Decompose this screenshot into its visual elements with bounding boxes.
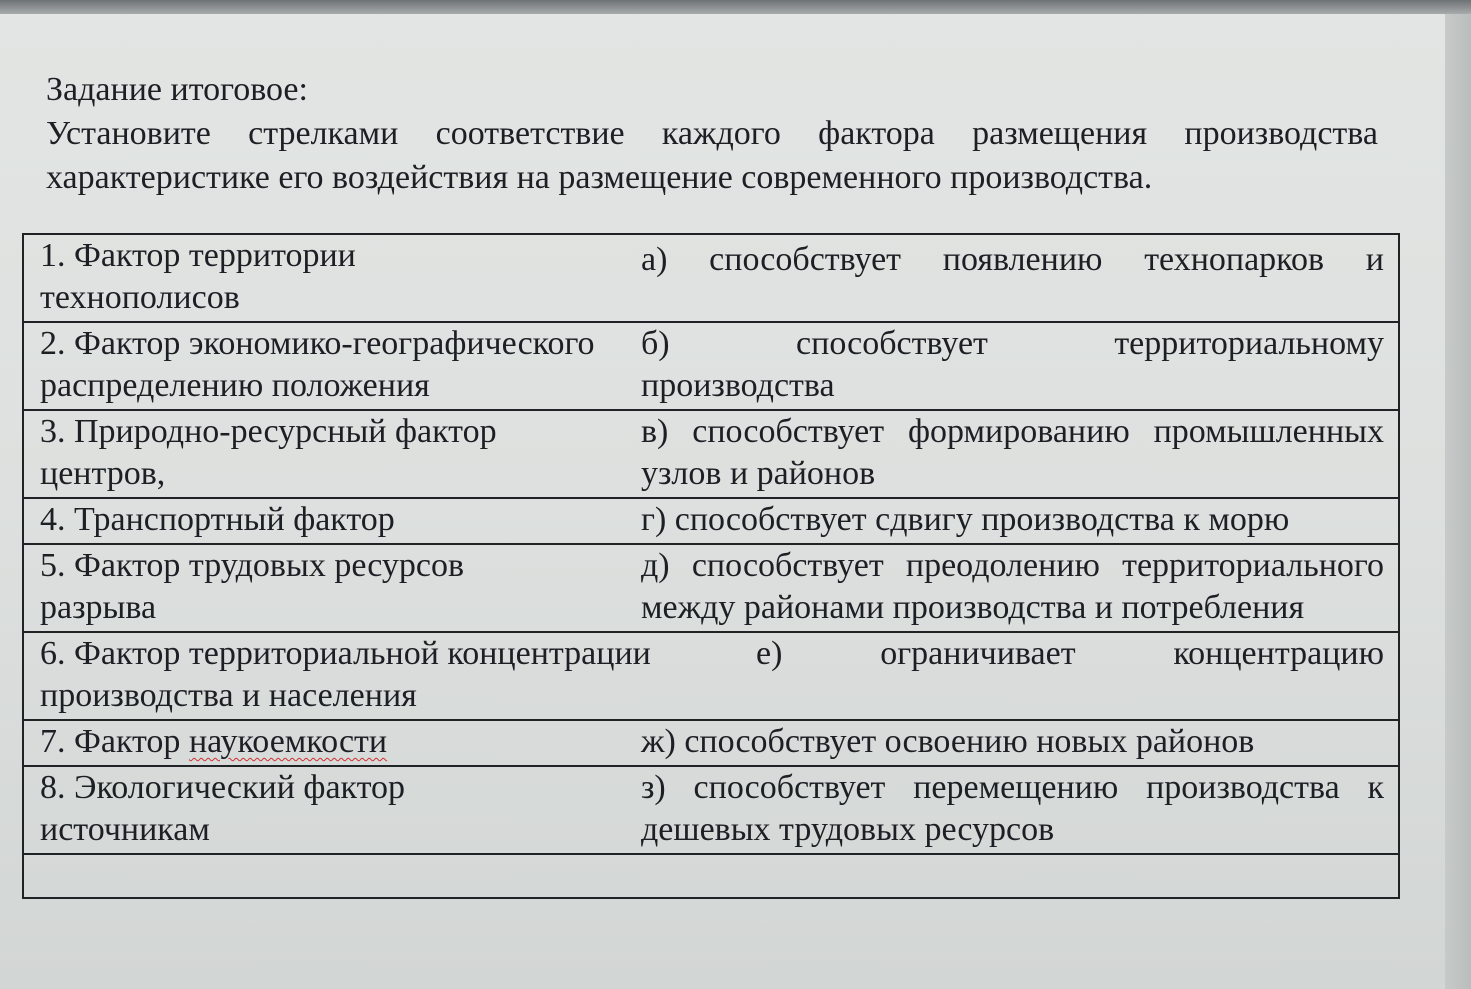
effect-a: а) способствует появлению технопарков и bbox=[641, 241, 1384, 278]
table-row bbox=[23, 322, 1399, 410]
table-row bbox=[23, 632, 1399, 720]
spellcheck-flagged-word: наукоемкости bbox=[188, 723, 388, 760]
factor-2: 2. Фактор экономико-географического bbox=[40, 325, 595, 362]
effect-z: з) способствует перемещению производства к bbox=[641, 769, 1384, 806]
factor-3: 3. Природно-ресурсный фактор bbox=[40, 413, 497, 450]
factor-7 bbox=[40, 721, 387, 763]
table-row bbox=[23, 498, 1399, 544]
table-cell bbox=[23, 410, 1399, 498]
factor-8-continuation: источникам bbox=[40, 811, 210, 848]
table-cell bbox=[23, 632, 1399, 720]
matching-table bbox=[22, 233, 1400, 899]
table-cell bbox=[23, 720, 1399, 766]
screen-edge bbox=[1445, 14, 1471, 989]
monitor-bezel bbox=[0, 0, 1471, 14]
effect-e: е) ограничивает концентрацию bbox=[756, 635, 1384, 672]
effect-g: г) способствует сдвигу производства к морю bbox=[641, 501, 1290, 538]
factor-5: 5. Фактор трудовых ресурсов bbox=[40, 547, 465, 584]
effect-v: в) способствует формированию промышленных bbox=[641, 413, 1384, 450]
table-row bbox=[23, 410, 1399, 498]
table-cell bbox=[23, 854, 1399, 898]
factor-5-continuation: разрыва bbox=[40, 589, 157, 626]
task-heading: Задание итоговое: bbox=[46, 71, 308, 108]
table-cell bbox=[23, 544, 1399, 632]
effect-b: б) способствует территориальному bbox=[641, 325, 1384, 362]
effect-zh: ж) способствует освоению новых районов bbox=[641, 723, 1255, 760]
table-row bbox=[23, 766, 1399, 854]
effect-b-continuation: производства bbox=[641, 367, 835, 404]
table-cell bbox=[23, 322, 1399, 410]
factor-2-continuation: распределению положения bbox=[40, 367, 430, 404]
effect-d-continuation: между районами производства и потребления bbox=[641, 589, 1305, 626]
table-row bbox=[23, 234, 1399, 322]
table-cell bbox=[23, 766, 1399, 854]
table-row bbox=[23, 720, 1399, 766]
factor-6-continuation: производства и населения bbox=[40, 677, 417, 714]
factor-1-continuation: технополисов bbox=[40, 279, 240, 316]
factor-1: 1. Фактор территории bbox=[40, 237, 356, 274]
table-cell bbox=[23, 234, 1399, 322]
factor-4: 4. Транспортный фактор bbox=[40, 501, 395, 538]
factor-3-continuation: центров, bbox=[40, 455, 166, 492]
effect-z-continuation: дешевых трудовых ресурсов bbox=[641, 811, 1055, 848]
effect-d: д) способствует преодолению территориального bbox=[641, 547, 1384, 584]
table-row bbox=[23, 544, 1399, 632]
factor-7-prefix: 7. Фактор bbox=[40, 723, 189, 760]
factor-6: 6. Фактор территориальной концентрации bbox=[40, 635, 651, 672]
table-cell bbox=[23, 498, 1399, 544]
effect-v-continuation: узлов и районов bbox=[641, 455, 876, 492]
factor-8: 8. Экологический фактор bbox=[40, 769, 406, 806]
table-row-empty bbox=[23, 854, 1399, 898]
task-instruction: Установите стрелками соответствие каждого фактора размещения производства характеристике его воздействия на размещение современного производства. bbox=[46, 115, 1378, 196]
